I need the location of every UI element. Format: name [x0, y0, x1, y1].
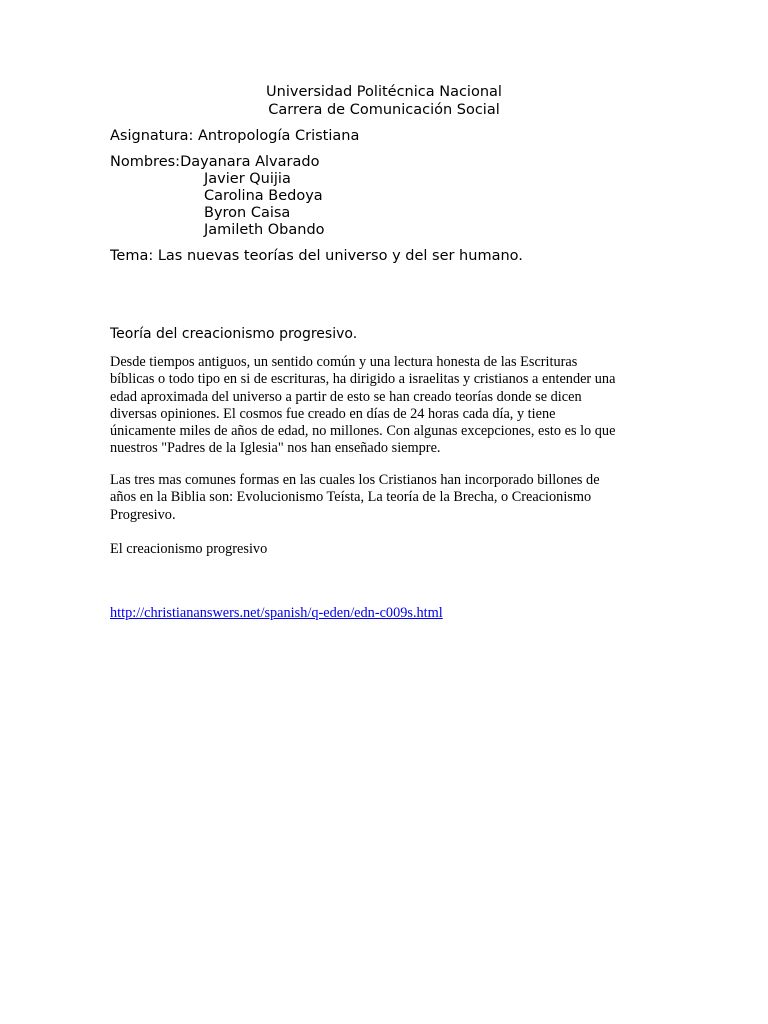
paragraph-line: únicamente miles de años de edad, no millones. Con algunas excepciones, esto es lo que: [110, 423, 616, 440]
paragraph-line: edad aproximada del universo a partir de esto se han creado teorías donde se dicen: [110, 388, 582, 405]
names-block: [110, 154, 325, 238]
name-item: Dayanara Alvarado: [180, 154, 320, 170]
paragraph-line: Desde tiempos antiguos, un sentido común y una lectura honesta de las Escrituras: [110, 354, 578, 370]
paragraph-line: diversas opiniones. El cosmos fue creado en días de 24 horas cada día, y tiene: [110, 405, 556, 422]
subject-line: Asignatura: Antropología Cristiana: [110, 128, 360, 144]
name-item: Carolina Bedoya: [204, 187, 323, 204]
career-name: Carrera de Comunicación Social: [268, 101, 500, 118]
section-title: Teoría del creacionismo progresivo.: [110, 326, 358, 342]
paragraph-line: años en la Biblia son: Evolucionismo Teísta, La teoría de la Brecha, o Creacionismo: [110, 489, 592, 506]
university-name: Universidad Politécnica Nacional: [266, 84, 502, 100]
names-label: Nombres:: [110, 154, 181, 170]
topic-line: Tema: Las nuevas teorías del universo y del ser humano.: [110, 248, 523, 264]
paragraph-intro: [110, 354, 670, 458]
paragraph-line: Progresivo.: [110, 506, 176, 523]
paragraph-forms: [110, 472, 670, 524]
paragraph-line: bíblicas o todo tipo en si de escrituras, ha dirigido a israelitas y cristianos a entender una: [110, 371, 616, 388]
source-link[interactable]: http://christiananswers.net/spanish/q-eden/edn-c009s.html: [110, 605, 443, 621]
paragraph-line: nuestros "Padres de la Iglesia" nos han enseñado siempre.: [110, 440, 441, 457]
closing-line: El creacionismo progresivo: [110, 541, 268, 557]
paragraph-line: Las tres mas comunes formas en las cuales los Cristianos han incorporado billones de: [110, 472, 600, 488]
document-header: [0, 84, 768, 119]
name-item: Javier Quijia: [204, 170, 291, 187]
name-item: Jamileth Obando: [204, 221, 325, 238]
name-item: Byron Caisa: [204, 204, 291, 221]
